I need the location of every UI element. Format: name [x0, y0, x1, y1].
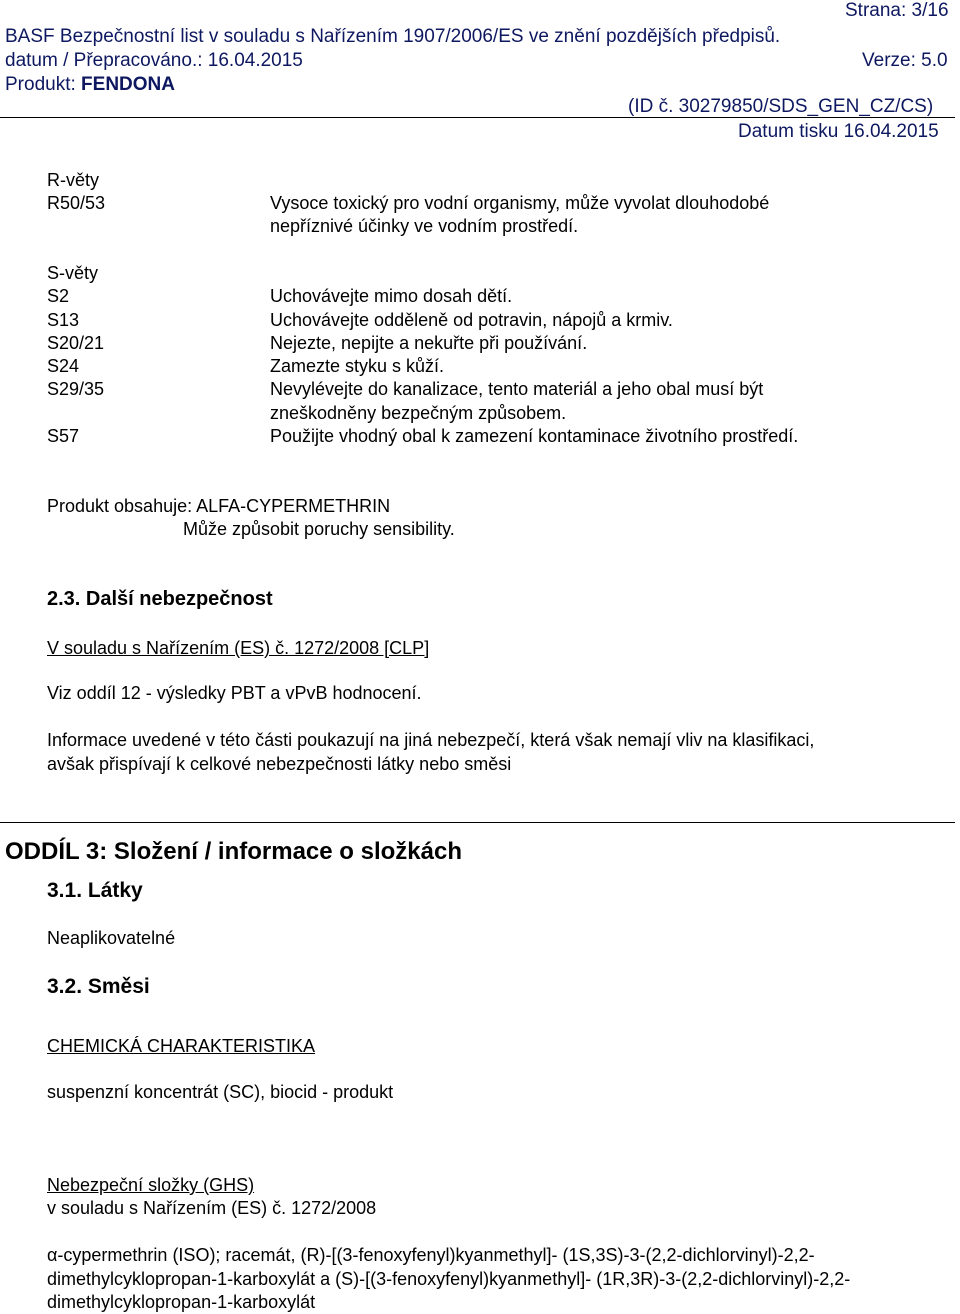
header-rule	[0, 117, 955, 118]
product-label: Produkt:	[5, 74, 82, 95]
chemical-characteristic-text: suspenzní koncentrát (SC), biocid - produkt	[47, 1082, 394, 1102]
document-title: BASF Bezpečnostní list v souladu s Nařízením 1907/2006/ES ve znění pozdějších předpisů.	[5, 26, 781, 47]
s-phrases-heading: S-věty	[47, 263, 99, 283]
section-rule	[0, 822, 955, 823]
s-phrase-text: Zamezte styku s kůží.	[270, 356, 445, 376]
r-phrase-text: nepříznivé účinky ve vodním prostředí.	[270, 216, 579, 236]
component-name: dimethylcyklopropan-1-karboxylát	[47, 1292, 316, 1312]
substances-heading: 3.1. Látky	[47, 879, 143, 902]
revision-date: datum / Přepracováno.: 16.04.2015	[5, 50, 303, 71]
product-line	[5, 75, 175, 94]
version: Verze: 5.0	[862, 50, 948, 71]
document-id: (ID č. 30279850/SDS_GEN_CZ/CS)	[628, 96, 934, 117]
clp-regulation: V souladu s Nařízením (ES) č. 1272/2008 [CLP]	[47, 638, 430, 658]
r-phrase-text: Vysoce toxický pro vodní organismy, může vyvolat dlouhodobé	[270, 193, 770, 213]
s-phrase-text: Nevylévejte do kanalizace, tento materiál a jeho obal musí být	[270, 379, 764, 399]
r-phrases-heading: R-věty	[47, 170, 100, 190]
section-3-title: ODDÍL 3: Složení / informace o složkách	[5, 838, 462, 865]
component-name: dimethylcyklopropan-1-karboxylát a (S)-[(3-fenoxyfenyl)kyanmethyl]- (1R,3R)-3-(2,2-dichlorvinyl)-2,2-	[47, 1269, 851, 1289]
s-phrase-code: S57	[47, 426, 80, 446]
page-number: Strana: 3/16	[845, 0, 949, 21]
s-phrase-code: S20/21	[47, 333, 105, 353]
section-2-3-heading: 2.3. Další nebezpečnost	[47, 588, 273, 610]
s-phrase-text: Uchovávejte odděleně od potravin, nápojů a krmiv.	[270, 310, 673, 330]
mixtures-heading: 3.2. Směsi	[47, 975, 150, 998]
hazardous-components-heading: Nebezpeční složky (GHS)	[47, 1175, 255, 1195]
s-phrase-code: S2	[47, 286, 70, 306]
contains-line: Produkt obsahuje: ALFA-CYPERMETHRIN	[47, 496, 391, 516]
s-phrase-code: S29/35	[47, 379, 105, 399]
s-phrase-text: Uchovávejte mimo dosah dětí.	[270, 286, 513, 306]
s-phrase-text: zneškodněny bezpečným způsobem.	[270, 403, 567, 423]
pbt-note: Viz oddíl 12 - výsledky PBT a vPvB hodnocení.	[47, 683, 422, 703]
hazardous-components-regulation: v souladu s Nařízením (ES) č. 1272/2008	[47, 1198, 377, 1218]
print-date: Datum tisku 16.04.2015	[738, 121, 939, 142]
info-text: avšak přispívají k celkové nebezpečnosti látky nebo směsi	[47, 754, 512, 774]
s-phrase-code: S24	[47, 356, 80, 376]
s-phrase-text: Použijte vhodný obal k zamezení kontaminace životního prostředí.	[270, 426, 799, 446]
chemical-characteristic-heading: CHEMICKÁ CHARAKTERISTIKA	[47, 1036, 316, 1056]
info-text: Informace uvedené v této části poukazují na jiná nebezpečí, která však nemají vliv na klasifikaci,	[47, 730, 815, 750]
product-name: FENDONA	[81, 74, 175, 95]
s-phrase-code: S13	[47, 310, 80, 330]
substances-text: Neaplikovatelné	[47, 928, 176, 948]
s-phrase-text: Nejezte, nepijte a nekuřte při používání.	[270, 333, 588, 353]
component-name: α-cypermethrin (ISO); racemát, (R)-[(3-fenoxyfenyl)kyanmethyl]- (1S,3S)-3-(2,2-dichlorvinyl)-2,2-	[47, 1245, 815, 1265]
r-phrase-code: R50/53	[47, 193, 106, 213]
sensitisation-note: Může způsobit poruchy sensibility.	[183, 519, 455, 539]
